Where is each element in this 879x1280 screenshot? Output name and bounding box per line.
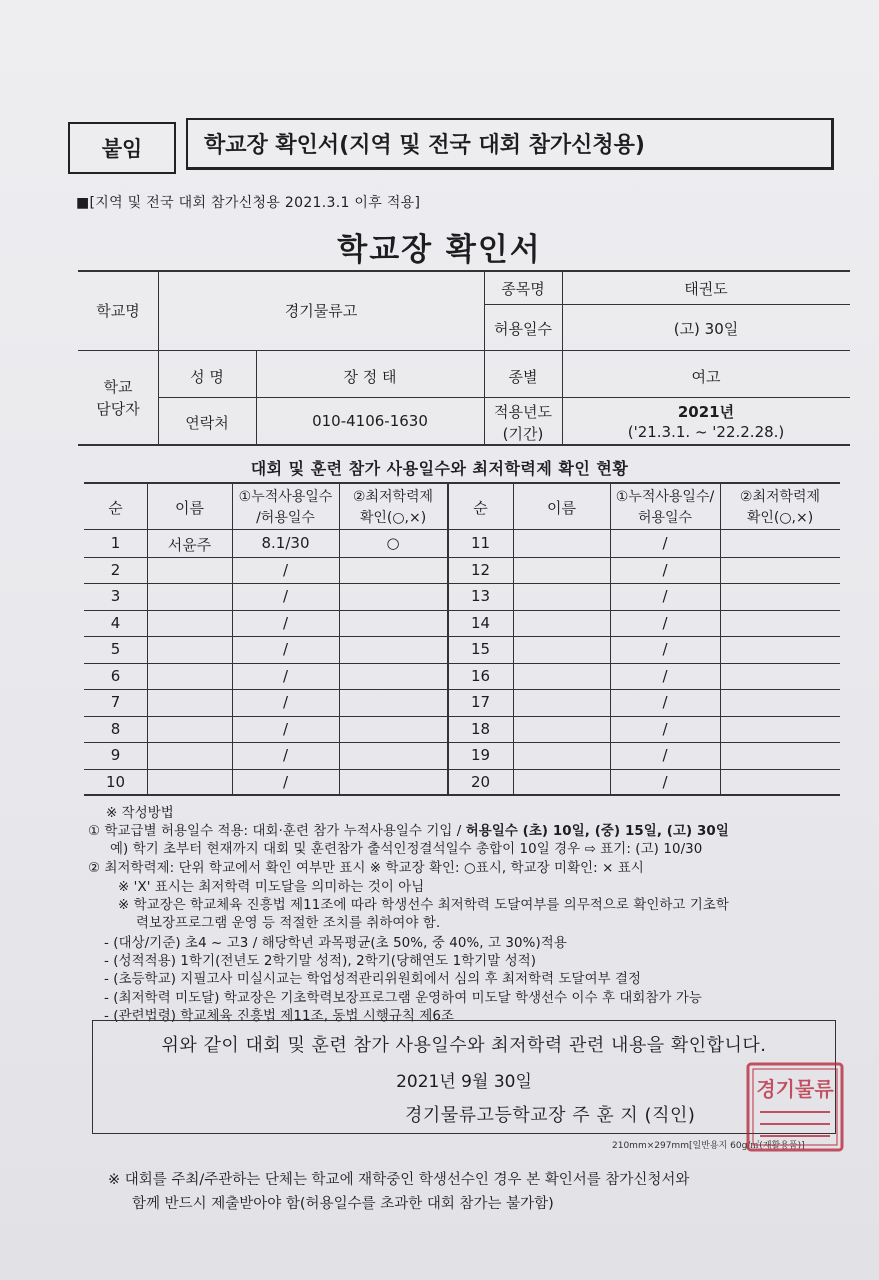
table-cell-days: / bbox=[282, 587, 289, 605]
seal-text: 경기물류 bbox=[756, 1077, 834, 1101]
table-cell-days2: / bbox=[662, 719, 668, 738]
table-cell-days: / bbox=[282, 772, 289, 791]
table-cell-no: 5 bbox=[110, 640, 121, 658]
table-bottom-border bbox=[84, 794, 840, 796]
table-cell-days: / bbox=[282, 693, 289, 711]
table-cell-no: 2 bbox=[110, 560, 121, 579]
table-cell-no2: 18 bbox=[470, 719, 491, 738]
table-cell-name: 서윤주 bbox=[167, 536, 212, 554]
info-inner-divider bbox=[484, 304, 850, 305]
principal-signature-line: 경기물류고등학교장 주 훈 지 (직인) bbox=[405, 1105, 696, 1126]
info-bottom-border bbox=[78, 444, 850, 446]
table-row-divider bbox=[84, 689, 840, 690]
contact-label: 연락처 bbox=[185, 414, 229, 432]
table-cell-no: 9 bbox=[110, 746, 121, 764]
header-days-right: ①누적사용일수/ bbox=[615, 489, 715, 505]
instruction-line: ※ 학교장은 학교체육 진흥법 제11조에 따라 학생선수 최저학력 도달여부를 의무적으로 확인하고 기초학 bbox=[118, 898, 729, 913]
table-cell-days2: / bbox=[662, 693, 668, 711]
sport-label: 종목명 bbox=[501, 280, 545, 298]
header-check-right: ②최저학력제 bbox=[739, 489, 821, 505]
table-cell-no: 6 bbox=[110, 666, 121, 685]
header-days: ①누적사용일수 bbox=[238, 489, 333, 505]
footnote bbox=[108, 1168, 689, 1216]
header-name: 이름 bbox=[175, 499, 204, 517]
table-cell-days2: / bbox=[662, 666, 668, 685]
official-seal-stamp bbox=[746, 1062, 844, 1152]
year-label: 적용년도 bbox=[494, 403, 552, 421]
instruction-line: ② 최저학력제: 단위 학교에서 확인 여부만 표시 ※ 학교장 확인: ○표시, 학교장 미확인: × 표시 bbox=[88, 861, 644, 876]
contact-value: 010-4106-1630 bbox=[312, 412, 428, 430]
header-name-right: 이름 bbox=[547, 499, 576, 517]
table-cell-days2: / bbox=[662, 587, 668, 605]
header-check-2: 확인(○,×) bbox=[359, 510, 427, 526]
instruction-line bbox=[88, 820, 729, 839]
type-value: 여고 bbox=[691, 368, 721, 386]
header-no-right: 순 bbox=[473, 499, 488, 517]
table-row-divider bbox=[84, 557, 840, 558]
table-cell-no2: 16 bbox=[470, 666, 491, 685]
table-col-line bbox=[147, 482, 148, 795]
type-label: 종별 bbox=[508, 368, 538, 386]
year-value: 2021년 bbox=[677, 403, 735, 421]
table-cell-no: 3 bbox=[110, 587, 121, 605]
table-cell-no2: 19 bbox=[470, 746, 491, 764]
info-row-divider bbox=[78, 350, 850, 351]
instruction-line: 예) 학기 초부터 현재까지 대회 및 훈련참가 출석인정결석일수 총합이 10일 경우 ⇨ 표기: (고) 10/30 bbox=[110, 842, 703, 857]
name-value: 장 정 태 bbox=[343, 368, 397, 386]
instruction-line: - (대상/기준) 초4 ~ 고3 / 해당학년 과목평균(초 50%, 중 40%, 고 30%)적용 bbox=[104, 936, 567, 951]
header-days-right-2: 허용일수 bbox=[637, 510, 693, 526]
table-top-border bbox=[84, 482, 840, 484]
sport-value: 태권도 bbox=[684, 280, 728, 298]
info-inner-divider-2 bbox=[158, 397, 850, 398]
table-cell-days2: / bbox=[662, 534, 668, 552]
table-cell-days: / bbox=[282, 560, 289, 579]
paper-size-note: 210mm×297mm[일반용지 60g/㎡(재활용품)] bbox=[612, 1141, 805, 1151]
table-cell-days2: / bbox=[662, 560, 668, 579]
info-top-border bbox=[78, 270, 850, 272]
application-notice: ■[지역 및 전국 대회 참가신청용 2021.3.1 이후 적용] bbox=[76, 195, 421, 211]
table-cell-days: / bbox=[282, 746, 289, 764]
table-cell-days: / bbox=[282, 640, 289, 658]
footnote-line: 함께 반드시 제출받아야 함(허용일수를 초과한 대회 참가는 불가함) bbox=[132, 1196, 554, 1212]
instruction-line: - (관련법령) 학교체육 진흥법 제11조, 동법 시행규칙 제6조 bbox=[104, 1009, 455, 1024]
footnote-line: ※ 대회를 주최/주관하는 단체는 학교에 재학중인 학생선수인 경우 본 확인서를 참가신청서와 bbox=[108, 1172, 690, 1188]
header-check: ②최저학력제 bbox=[352, 489, 434, 505]
table-cell-no: 7 bbox=[110, 693, 121, 711]
header-check-right-2: 확인(○,×) bbox=[746, 510, 814, 526]
instruction-line: - (성적적용) 1학기(전년도 2학기말 성적), 2학기(당해연도 1학기말 성적) bbox=[104, 954, 537, 969]
confirmation-text: 위와 같이 대회 및 훈련 참가 사용일수와 최저학력 관련 내용을 확인합니다. bbox=[161, 1035, 767, 1056]
year-range: ('21.3.1. ~ '22.2.28.) bbox=[627, 423, 785, 441]
table-cell-days: / bbox=[282, 613, 289, 632]
year-label-2: (기간) bbox=[502, 425, 544, 443]
table-cell-days2: / bbox=[662, 772, 668, 791]
manager-label: 학교 bbox=[103, 378, 133, 396]
table-row-divider bbox=[84, 742, 840, 743]
table-cell-days: / bbox=[282, 719, 289, 738]
table-col-line bbox=[339, 482, 340, 795]
table-col-line bbox=[513, 482, 514, 795]
table-cell-no: 10 bbox=[105, 772, 126, 791]
table-cell-days: / bbox=[282, 666, 289, 685]
table-row-divider bbox=[84, 769, 840, 770]
days-value: (고) 30일 bbox=[673, 320, 739, 338]
manager-label-2: 담당자 bbox=[96, 400, 140, 418]
table-cell-no2: 15 bbox=[470, 640, 491, 658]
attachment-tag: 붙임 bbox=[68, 122, 176, 174]
instruction-line: 력보장프로그램 운영 등 적절한 조치를 취하여야 함. bbox=[136, 916, 441, 931]
table-row-divider bbox=[84, 583, 840, 584]
table-cell-no2: 20 bbox=[470, 772, 491, 791]
table-cell-no2: 17 bbox=[470, 693, 491, 711]
table-cell-days: 8.1/30 bbox=[261, 534, 310, 552]
confirmation-box bbox=[92, 1020, 836, 1134]
table-row-divider bbox=[84, 636, 840, 637]
table-cell-no: 4 bbox=[110, 613, 121, 632]
table-header-divider bbox=[84, 529, 840, 530]
table-row-divider bbox=[84, 716, 840, 717]
table-caption: 대회 및 훈련 참가 사용일수와 최저학력제 확인 현황 bbox=[250, 459, 629, 478]
school-value: 경기물류고 bbox=[284, 302, 358, 320]
table-cell-days2: / bbox=[662, 746, 668, 764]
table-cell-no2: 11 bbox=[470, 534, 491, 552]
confirmation-date: 2021년 9월 30일 bbox=[396, 1072, 532, 1092]
instruction-line: - (초등학교) 지필고사 미실시교는 학업성적관리위원회에서 심의 후 최저학력 도달여부 결정 bbox=[104, 972, 642, 987]
header-no: 순 bbox=[108, 499, 123, 517]
form-title-box: 학교장 확인서(지역 및 전국 대회 참가신청용) bbox=[186, 118, 834, 170]
table-cell-no2: 12 bbox=[470, 560, 491, 579]
header-days-2: /허용일수 bbox=[256, 510, 315, 526]
table-cell-days2: / bbox=[662, 613, 668, 632]
table-row-divider bbox=[84, 610, 840, 611]
table-row-divider bbox=[84, 663, 840, 664]
instruction-line: ※ 'X' 표시는 최저학력 미도달을 의미하는 것이 아님 bbox=[118, 880, 425, 895]
instructions-heading: ※ 작성방법 bbox=[106, 806, 174, 821]
table-cell-no2: 13 bbox=[470, 587, 491, 605]
name-label: 성 명 bbox=[190, 368, 224, 386]
instruction-text: ① 학교급별 허용일수 적용: 대회·훈련 참가 누적사용일수 기입 / bbox=[88, 824, 466, 839]
table-cell-no: 8 bbox=[110, 719, 121, 738]
school-label: 학교명 bbox=[96, 302, 140, 320]
table-cell-no: 1 bbox=[110, 534, 121, 552]
table-col-line bbox=[720, 482, 721, 795]
table-cell-days2: / bbox=[662, 640, 668, 658]
days-label: 허용일수 bbox=[494, 320, 552, 338]
instruction-bold: 허용일수 (초) 10일, (중) 15일, (고) 30일 bbox=[465, 824, 729, 839]
table-cell-check: ○ bbox=[386, 534, 400, 552]
document-title: 학교장 확인서 bbox=[337, 232, 542, 268]
table-cell-no2: 14 bbox=[470, 613, 491, 632]
instruction-line: - (최저학력 미도달) 학교장은 기초학력보장프로그램 운영하여 미도달 학생선수 이수 후 대회참가 가능 bbox=[104, 991, 702, 1006]
